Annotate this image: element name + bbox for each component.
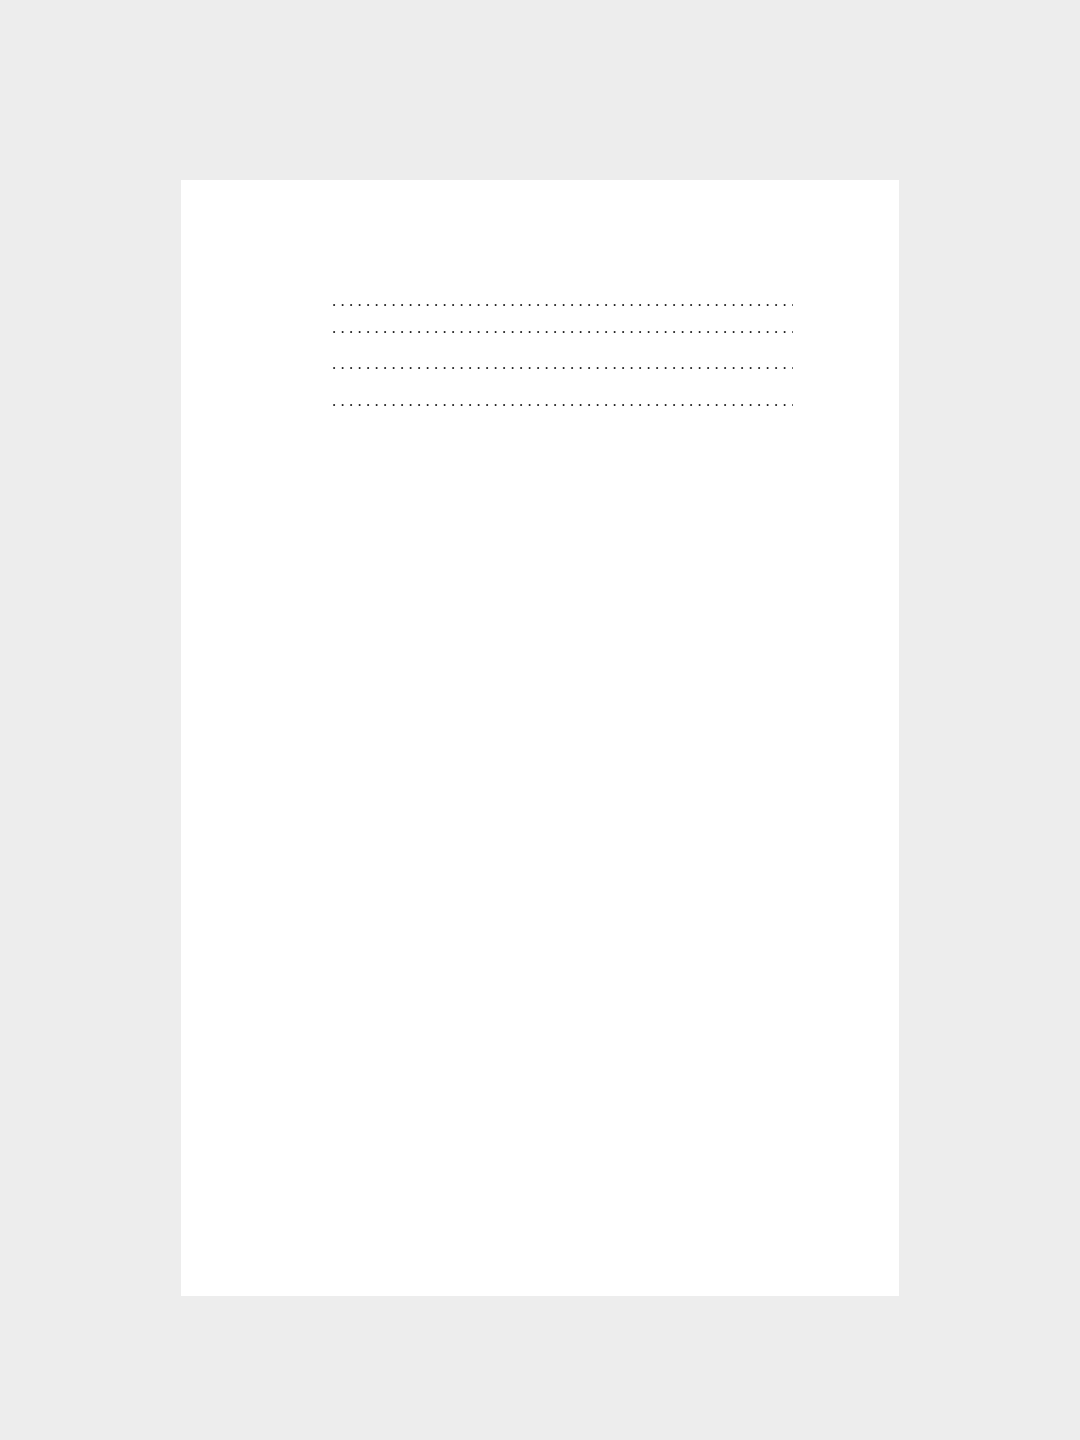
leader-dots [332, 291, 793, 312]
leader-dots [332, 354, 793, 375]
book-page [181, 180, 899, 1296]
toc-section-3-3 [326, 291, 799, 312]
toc-examples [326, 318, 799, 339]
toc-literature [326, 391, 799, 412]
leader-dots [332, 391, 793, 412]
table-of-contents [326, 275, 799, 411]
toc-glossary [326, 354, 799, 375]
leader-dots [332, 318, 793, 339]
